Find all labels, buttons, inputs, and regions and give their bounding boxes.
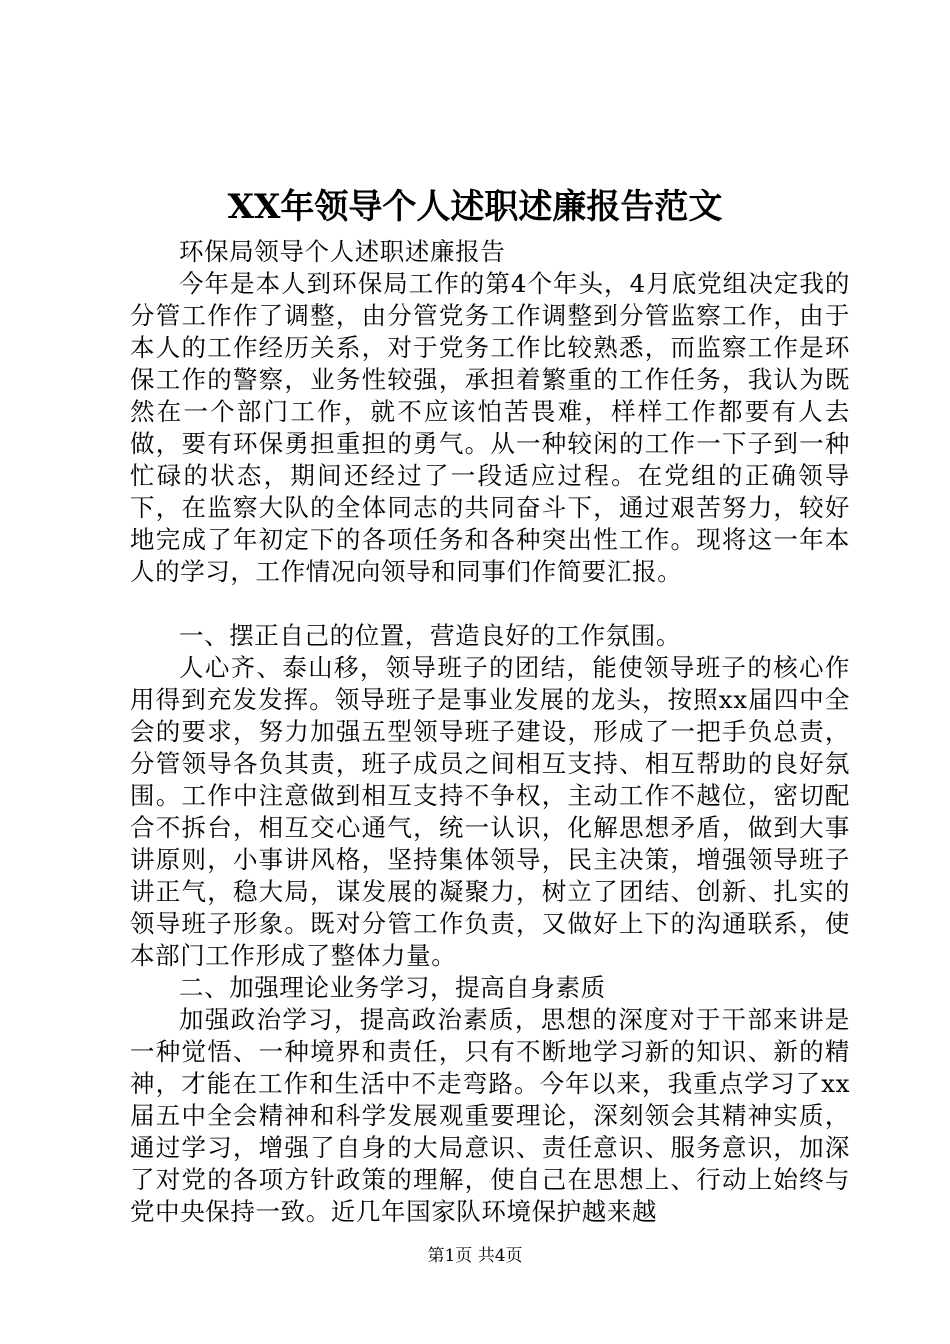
paragraph-section-1: 人心齐、泰山移，领导班子的团结，能使领导班子的核心作用得到充发发挥。领导班子是事业发展的龙头，按照xx届四中全会的要求，努力加强五型领导班子建设，形成了一把手负总责，分管领导各负其责，班子成员之间相互支持、相互帮助的良好氛围。工作中注意做到相互支持不争权，主动工作不越位，密切配合不拆台，相互交心通气，统一认识，化解思想矛盾，做到大事讲原则，小事讲风格，坚持集体领导，民主决策，增强领导班子讲正气，稳大局，谋发展的凝聚力，树立了团结、创新、扎实的领导班子形象。既对分管工作负责，又做好上下的沟通联系，使本部门工作形成了整体力量。	[130, 653, 850, 970]
document-body	[130, 236, 850, 1228]
section-heading-1: 一、摆正自己的位置，营造良好的工作氛围。	[179, 621, 681, 650]
paragraph-intro: 今年是本人到环保局工作的第4个年头，4月底党组决定我的分管工作作了调整，由分管党务工作调整到分管监察工作，由于本人的工作经历关系，对于党务工作比较熟悉，而监察工作是环保工作的警察，业务性较强，承担着繁重的工作任务，我认为既然在一个部门工作，就不应该怕苦畏难，样样工作都要有人去做，要有环保勇担重担的勇气。从一种较闲的工作一下子到一种忙碌的状态，期间还经过了一段适应过程。在党组的正确领导下，在监察大队的全体同志的共同奋斗下，通过艰苦努力，较好地完成了年初定下的各项任务和各种突出性工作。现将这一年本人的学习，工作情况向领导和同事们作简要汇报。	[130, 269, 850, 586]
document-subtitle: 环保局领导个人述职述廉报告	[179, 237, 506, 266]
section-heading-2: 二、加强理论业务学习，提高自身素质	[179, 973, 606, 1002]
paragraph-section-2: 加强政治学习，提高政治素质，思想的深度对于干部来讲是一种觉悟、一种境界和责任，只有不断地学习新的知识、新的精神，才能在工作和生活中不走弯路。今年以来，我重点学习了xx届五中全会精神和科学发展观重要理论，深刻领会其精神实质，通过学习，增强了自身的大局意识、责任意识、服务意识，加深了对党的各项方针政策的理解，使自己在思想上、行动上始终与党中央保持一致。近几年国家队环境保护越来越	[130, 1005, 850, 1226]
page-footer: 第1页 共4页	[427, 1246, 523, 1266]
document-title: XX年领导个人述职述廉报告范文	[227, 187, 723, 227]
